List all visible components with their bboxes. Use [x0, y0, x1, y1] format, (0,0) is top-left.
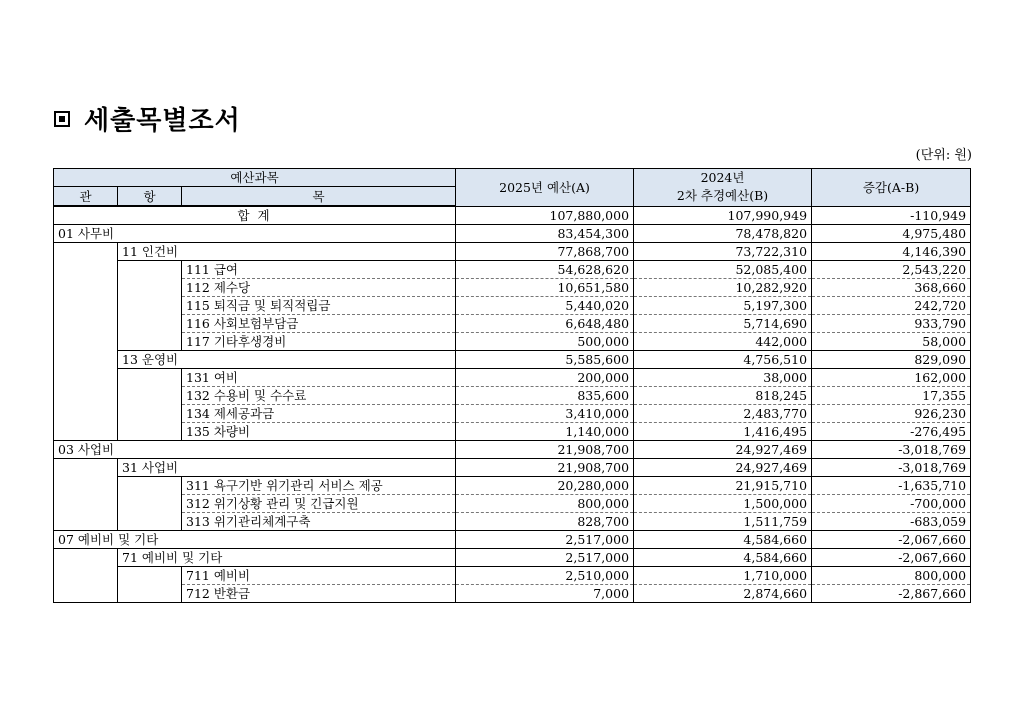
- indent-cell: [54, 261, 118, 279]
- table-row: [54, 243, 971, 261]
- amount-2024: 4,584,660: [634, 549, 812, 567]
- indent-cell: [118, 315, 182, 333]
- table-row: [54, 549, 971, 567]
- amount-diff: -3,018,769: [812, 459, 971, 477]
- amount-2025: 77,868,700: [456, 243, 634, 261]
- header-2024-line2: 2차 추경예산(B): [676, 188, 769, 204]
- table-row: [54, 495, 971, 513]
- amount-2025: 2,510,000: [456, 567, 634, 585]
- table-row: [54, 567, 971, 585]
- amount-2024: 2,874,660: [634, 585, 812, 603]
- table-row: [54, 531, 971, 549]
- indent-cell: [118, 297, 182, 315]
- amount-2024: 5,714,690: [634, 315, 812, 333]
- amount-diff: 368,660: [812, 279, 971, 297]
- indent-cell: [54, 495, 118, 513]
- indent-cell: [54, 513, 118, 531]
- indent-cell: [54, 549, 118, 567]
- table-body: [54, 206, 971, 603]
- table-row: [54, 423, 971, 441]
- mok-label: 311 욕구기반 위기관리 서비스 제공: [182, 477, 456, 495]
- amount-2024: 52,085,400: [634, 261, 812, 279]
- indent-cell: [54, 297, 118, 315]
- amount-diff: 242,720: [812, 297, 971, 315]
- document-title: [54, 100, 241, 137]
- hang-label: 31 사업비: [118, 459, 456, 477]
- amount-2024: 1,710,000: [634, 567, 812, 585]
- header-2024-budget: [634, 169, 812, 207]
- amount-2024: 38,000: [634, 369, 812, 387]
- amount-diff: 2,543,220: [812, 261, 971, 279]
- indent-cell: [118, 495, 182, 513]
- amount-diff: 800,000: [812, 567, 971, 585]
- table-header: [54, 169, 971, 207]
- amount-2024: 1,416,495: [634, 423, 812, 441]
- expenditure-table: [53, 168, 971, 603]
- table-row: [54, 477, 971, 495]
- mok-label: 312 위기상황 관리 및 긴급지원: [182, 495, 456, 513]
- table-row: [54, 225, 971, 243]
- indent-cell: [54, 369, 118, 387]
- amount-2024: 21,915,710: [634, 477, 812, 495]
- indent-cell: [54, 387, 118, 405]
- amount-2024: 24,927,469: [634, 441, 812, 459]
- amount-2025: 10,651,580: [456, 279, 634, 297]
- amount-2025: 3,410,000: [456, 405, 634, 423]
- indent-cell: [54, 405, 118, 423]
- amount-2025: 7,000: [456, 585, 634, 603]
- amount-diff: 17,355: [812, 387, 971, 405]
- amount-2024: 1,511,759: [634, 513, 812, 531]
- amount-diff: 58,000: [812, 333, 971, 351]
- amount-diff: 933,790: [812, 315, 971, 333]
- table-row: [54, 585, 971, 603]
- table-row: [54, 351, 971, 369]
- table-row: [54, 333, 971, 351]
- table-row: [54, 297, 971, 315]
- indent-cell: [54, 477, 118, 495]
- amount-2024: 4,584,660: [634, 531, 812, 549]
- indent-cell: [54, 423, 118, 441]
- mok-label: 712 반환금: [182, 585, 456, 603]
- header-gwan: 관: [54, 187, 118, 207]
- indent-cell: [118, 369, 182, 387]
- indent-cell: [118, 333, 182, 351]
- total-2025: 107,880,000: [456, 206, 634, 225]
- table-row: [54, 405, 971, 423]
- indent-cell: [118, 423, 182, 441]
- table-row: [54, 369, 971, 387]
- indent-cell: [118, 585, 182, 603]
- amount-diff: 162,000: [812, 369, 971, 387]
- mok-label: 135 차량비: [182, 423, 456, 441]
- table-row: [54, 279, 971, 297]
- indent-cell: [54, 333, 118, 351]
- mok-label: 117 기타후생경비: [182, 333, 456, 351]
- gwan-label: 07 예비비 및 기타: [54, 531, 456, 549]
- amount-2025: 828,700: [456, 513, 634, 531]
- amount-2025: 54,628,620: [456, 261, 634, 279]
- amount-2024: 1,500,000: [634, 495, 812, 513]
- mok-label: 134 제세공과금: [182, 405, 456, 423]
- indent-cell: [118, 567, 182, 585]
- amount-2024: 818,245: [634, 387, 812, 405]
- header-hang: 항: [118, 187, 182, 207]
- amount-2024: 73,722,310: [634, 243, 812, 261]
- amount-diff: 829,090: [812, 351, 971, 369]
- indent-cell: [118, 513, 182, 531]
- table-row: [54, 513, 971, 531]
- amount-diff: -2,067,660: [812, 531, 971, 549]
- hang-label: 13 운영비: [118, 351, 456, 369]
- header-mok: 목: [182, 187, 456, 207]
- amount-diff: 4,975,480: [812, 225, 971, 243]
- amount-2025: 800,000: [456, 495, 634, 513]
- amount-diff: -2,067,660: [812, 549, 971, 567]
- amount-2024: 5,197,300: [634, 297, 812, 315]
- amount-diff: 4,146,390: [812, 243, 971, 261]
- amount-diff: -700,000: [812, 495, 971, 513]
- indent-cell: [54, 243, 118, 261]
- amount-2025: 2,517,000: [456, 531, 634, 549]
- amount-diff: -2,867,660: [812, 585, 971, 603]
- mok-label: 711 예비비: [182, 567, 456, 585]
- amount-2025: 5,440,020: [456, 297, 634, 315]
- hang-label: 11 인건비: [118, 243, 456, 261]
- amount-diff: -683,059: [812, 513, 971, 531]
- amount-2024: 2,483,770: [634, 405, 812, 423]
- hang-label: 71 예비비 및 기타: [118, 549, 456, 567]
- amount-2024: 10,282,920: [634, 279, 812, 297]
- table-row: [54, 441, 971, 459]
- amount-2025: 20,280,000: [456, 477, 634, 495]
- amount-2025: 5,585,600: [456, 351, 634, 369]
- total-row: [54, 206, 971, 225]
- amount-2025: 200,000: [456, 369, 634, 387]
- amount-2024: 442,000: [634, 333, 812, 351]
- indent-cell: [54, 459, 118, 477]
- total-label: 합 계: [54, 206, 456, 225]
- amount-2024: 4,756,510: [634, 351, 812, 369]
- indent-cell: [118, 279, 182, 297]
- unit-label: (단위: 원): [915, 148, 972, 163]
- header-2024-line1: 2024년: [700, 170, 745, 186]
- header-difference: 증감(A-B): [812, 169, 971, 207]
- title-text: 세출목별조서: [84, 106, 241, 136]
- indent-cell: [54, 351, 118, 369]
- table-row: [54, 387, 971, 405]
- total-diff: -110,949: [812, 206, 971, 225]
- table-row: [54, 315, 971, 333]
- total-2024: 107,990,949: [634, 206, 812, 225]
- indent-cell: [54, 315, 118, 333]
- square-bullet-icon: [54, 111, 70, 127]
- mok-label: 112 제수당: [182, 279, 456, 297]
- mok-label: 116 사회보험부담금: [182, 315, 456, 333]
- amount-diff: -276,495: [812, 423, 971, 441]
- indent-cell: [118, 387, 182, 405]
- mok-label: 115 퇴직금 및 퇴직적립금: [182, 297, 456, 315]
- header-account: 예산과목: [54, 169, 456, 187]
- amount-2025: 83,454,300: [456, 225, 634, 243]
- indent-cell: [54, 585, 118, 603]
- amount-2025: 21,908,700: [456, 441, 634, 459]
- indent-cell: [118, 477, 182, 495]
- gwan-label: 01 사무비: [54, 225, 456, 243]
- mok-label: 111 급여: [182, 261, 456, 279]
- indent-cell: [54, 567, 118, 585]
- amount-2025: 500,000: [456, 333, 634, 351]
- amount-diff: -1,635,710: [812, 477, 971, 495]
- amount-diff: -3,018,769: [812, 441, 971, 459]
- table-row: [54, 459, 971, 477]
- amount-diff: 926,230: [812, 405, 971, 423]
- mok-label: 132 수용비 및 수수료: [182, 387, 456, 405]
- mok-label: 313 위기관리체계구축: [182, 513, 456, 531]
- amount-2025: 21,908,700: [456, 459, 634, 477]
- header-2025-budget: 2025년 예산(A): [456, 169, 634, 207]
- amount-2025: 6,648,480: [456, 315, 634, 333]
- amount-2025: 835,600: [456, 387, 634, 405]
- indent-cell: [118, 261, 182, 279]
- amount-2025: 2,517,000: [456, 549, 634, 567]
- mok-label: 131 여비: [182, 369, 456, 387]
- gwan-label: 03 사업비: [54, 441, 456, 459]
- amount-2024: 24,927,469: [634, 459, 812, 477]
- amount-2025: 1,140,000: [456, 423, 634, 441]
- indent-cell: [54, 279, 118, 297]
- indent-cell: [118, 405, 182, 423]
- table-row: [54, 261, 971, 279]
- amount-2024: 78,478,820: [634, 225, 812, 243]
